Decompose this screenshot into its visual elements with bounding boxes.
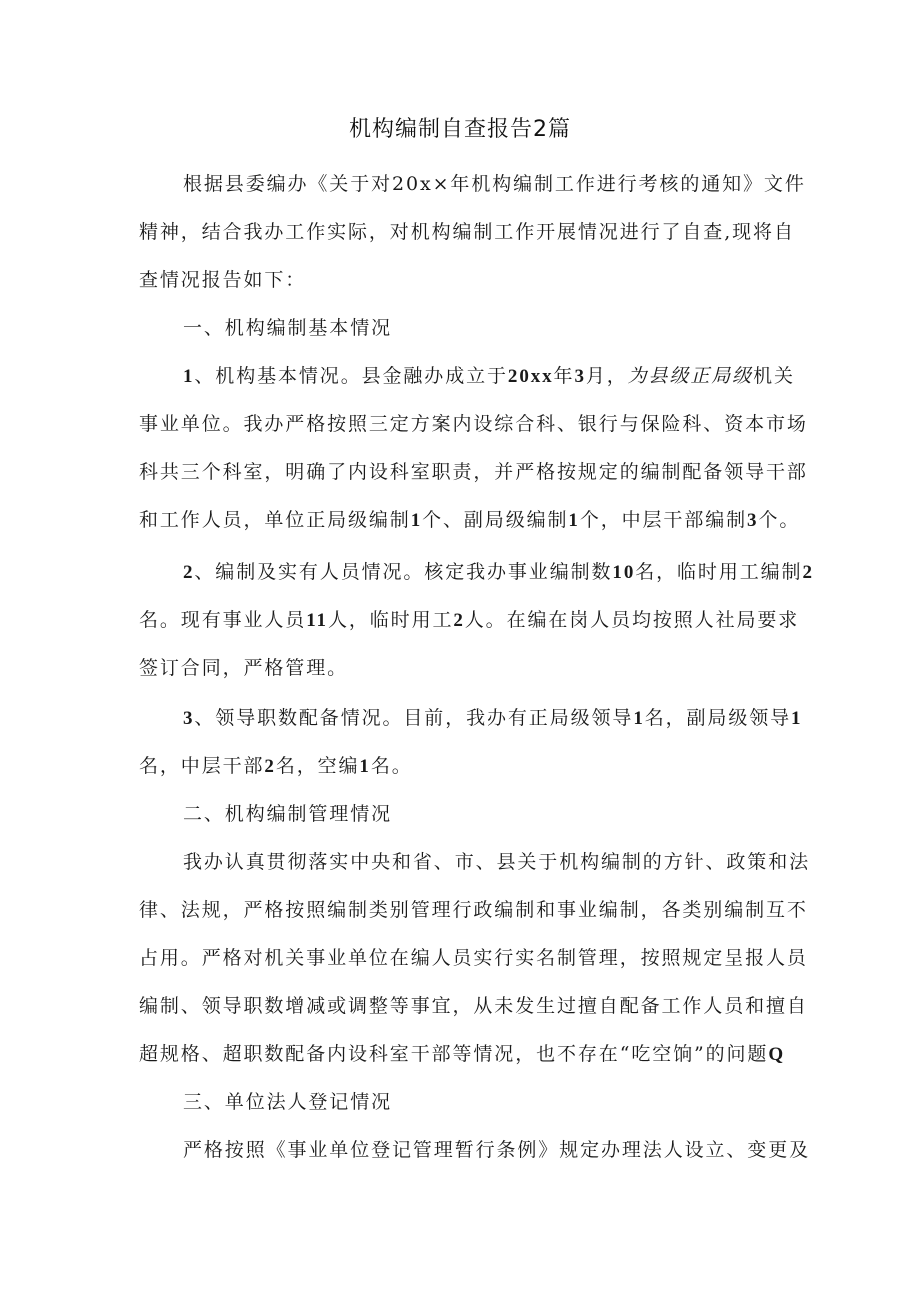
paragraph-line <box>183 172 806 196</box>
text-run: 1 <box>568 510 580 531</box>
text-run: 严格按照《事业单位登记管理暂行条例》规定办理法人设立、变更及 <box>183 1139 811 1161</box>
text-run: 根据县委编办《关于对20x×年机构编制工作进行考核的通知》文件 <box>183 173 806 195</box>
text-run: 3 <box>183 708 195 729</box>
text-run: 名，空编 <box>275 755 360 777</box>
text-run: 个，中层干部编制 <box>579 509 748 531</box>
text-run: 一、机构编制基本情况 <box>183 317 393 339</box>
text-run: 名，副局级领导 <box>644 707 792 729</box>
document-title: 机构编制自查报告2篇 <box>349 117 571 142</box>
text-run: 事业单位。我办严格按照三定方案内设综合科、银行与保险科、资本市场 <box>139 413 808 435</box>
text-run: 机关 <box>753 365 795 387</box>
text-run: Q <box>768 1044 786 1065</box>
text-run: 个。 <box>758 509 801 531</box>
paragraph-line <box>139 898 808 922</box>
section-heading <box>183 316 392 340</box>
text-run: 占用。严格对机关事业单位在编人员实行实名制管理，按照规定呈报人员 <box>139 947 808 969</box>
text-run: 10 <box>612 562 636 583</box>
text-run: 年 <box>553 365 575 387</box>
paragraph-line <box>139 656 348 680</box>
text-run: 、领导职数配备情况。目前，我办有正局级领导 <box>194 707 634 729</box>
paragraph-line <box>183 1138 810 1162</box>
text-run: 名，临时用工编制 <box>635 561 803 583</box>
paragraph-line <box>139 412 808 436</box>
text-run: 1 <box>633 708 645 729</box>
text-run: 超规格、超职数配备内设科室干部等情况，也不存在“吃空饷”的问题 <box>139 1043 769 1065</box>
paragraph-line <box>139 268 306 292</box>
text-run: 编制、领导职数增减或调整等事宜，从未发生过擅自配备工作人员和擅自 <box>139 995 808 1017</box>
paragraph-line <box>139 1042 785 1067</box>
text-run: 2 <box>802 562 814 583</box>
text-run: 精神，结合我办工作实际，对机构编制工作开展情况进行了自查,现将自 <box>139 221 795 243</box>
text-run: 、编制及实有人员情况。核定我办事业编制数 <box>194 561 613 583</box>
text-run: 名。 <box>370 755 413 777</box>
text-run: 名。现有事业人员 <box>139 609 307 631</box>
section-heading <box>183 802 392 826</box>
text-run: 3 <box>747 510 759 531</box>
text-run: 11 <box>306 610 328 631</box>
paragraph-line <box>139 608 799 633</box>
paragraph-line <box>139 508 800 533</box>
text-run: 查情况报告如下： <box>139 269 307 291</box>
text-run: 个、副局级编制 <box>422 509 569 531</box>
paragraph-line <box>183 850 810 874</box>
text-run: 2 <box>453 610 465 631</box>
text-run: 1 <box>410 510 423 531</box>
text-run: 3 <box>574 366 586 387</box>
text-run: 二、机构编制管理情况 <box>183 803 393 825</box>
text-run: 1 <box>791 708 803 729</box>
text-run: 我办认真贯彻落实中央和省、市、县关于机构编制的方针、政策和法 <box>183 851 811 873</box>
paragraph-line <box>139 220 795 244</box>
text-run: 、机构基本情况。县金融办成立于 <box>194 365 508 387</box>
text-run: 月， <box>585 365 628 387</box>
paragraph-line <box>139 946 808 970</box>
section-heading <box>183 1090 392 1114</box>
text-run: 科共三个科室，明确了内设科室职责，并严格按规定的编制配备领导干部 <box>139 461 808 483</box>
paragraph-line <box>139 994 808 1018</box>
text-run: 1 <box>183 366 195 387</box>
paragraph-line <box>139 754 413 779</box>
text-run: 1 <box>359 756 371 777</box>
text-run: 和工作人员，单位正局级编制 <box>139 509 411 531</box>
text-run: 律、法规，严格按照编制类别管理行政编制和事业编制，各类别编制互不 <box>139 899 808 921</box>
paragraph-line <box>183 560 814 585</box>
text-run: 人，临时用工 <box>327 609 454 631</box>
paragraph-line <box>183 706 802 731</box>
paragraph-line <box>183 364 795 389</box>
text-run: 签订合同，严格管理。 <box>139 657 349 679</box>
text-run: 2 <box>183 562 195 583</box>
text-run: 20xx <box>507 366 554 387</box>
text-run: 2 <box>264 756 276 777</box>
text-run: 三、单位法人登记情况 <box>183 1091 393 1113</box>
text-run: 人。在编在岗人员均按照人社局要求 <box>464 609 800 631</box>
text-run: 为县级正局级 <box>627 365 754 387</box>
text-run: 名，中层干部 <box>139 755 265 777</box>
paragraph-line <box>139 460 808 484</box>
